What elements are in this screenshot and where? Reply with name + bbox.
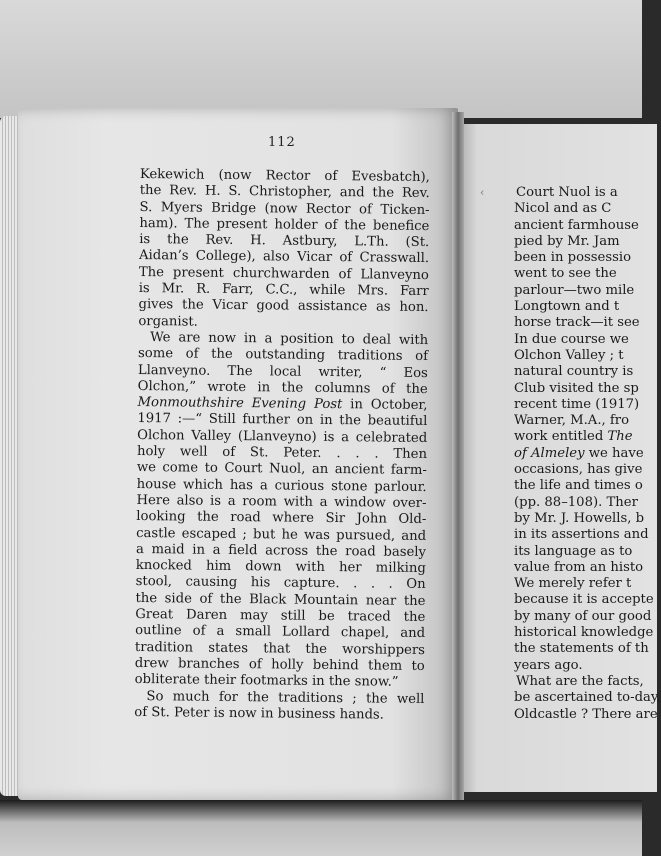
text-line: in its assertions and (514, 527, 649, 543)
text-line: horse track—it see (514, 315, 640, 331)
left-page-text (134, 167, 430, 724)
text-line: S. Myers Bridge (now Rector of Ticken- (139, 199, 430, 218)
text-line: we come to Court Nuol, an ancient farm- (136, 460, 427, 479)
text-line: of St. Peter is now in business hands. (134, 704, 384, 723)
text-line: by many of our good (514, 608, 652, 624)
text-line: Longtown and t (514, 299, 620, 315)
text-line: Oldcastle ? There are (514, 706, 658, 722)
text-line: Olchon,” wrote in the columns of the (137, 378, 428, 397)
margin-mark: ‹ (480, 186, 485, 199)
text-line: house which has a curious stone parlour. (136, 476, 427, 495)
text-line: Warner, M.A., fro (514, 413, 630, 429)
text-line: natural country is (514, 364, 634, 380)
text-line: been in possessio (514, 250, 632, 266)
text-line: Great Daren may still be traced the (135, 606, 426, 626)
text-line: be ascertained to-day, (514, 690, 661, 706)
text-line: knocked him down with her milking (135, 558, 426, 577)
text-line: Court Nuol is a (516, 185, 618, 200)
text-line: historical knowledge (514, 625, 654, 641)
text-line: a maid in a field across the road basely (135, 541, 427, 560)
text-line: We are now in a position to deal with (150, 330, 429, 348)
text-line: work entitled The (514, 429, 633, 445)
text-line: the Rev. H. S. Christopher, and the Rev. (139, 183, 430, 202)
text-line: Llanveyno. The local writer, “ Eos (137, 362, 428, 381)
text-line: the side of the Black Mountain near the (135, 590, 426, 609)
page-number: 112 (268, 135, 296, 150)
text-line: ham). The present holder of the benefice (139, 215, 430, 234)
text-line: Olchon Valley (Llanveyno) is a celebrated (137, 427, 428, 446)
background-bottom (0, 800, 642, 856)
text-line: holy well of St. Peter. . . . Then (136, 444, 428, 463)
text-line: Kekewich (now Rector of Evesbatch), (139, 167, 430, 186)
text-line: ancient farmhouse (514, 217, 639, 233)
text-line: Nicol and as C (514, 201, 612, 217)
text-line: tradition states that the worshippers (134, 639, 426, 658)
text-line: We merely refer t (514, 576, 632, 592)
text-line: pied by Mr. Jam (514, 233, 620, 249)
text-line: drew branches of holly behind them to (134, 655, 425, 674)
background-top (0, 0, 642, 118)
text-line: 1917 :—“ Still further on in the beautiful (137, 411, 428, 430)
text-line: stool, causing his capture. . . . On (135, 574, 426, 593)
text-line: is Mr. R. Farr, C.C., while Mrs. Farr (138, 281, 429, 300)
text-line: castle escaped ; but he was pursued, and (136, 525, 427, 544)
text-line: So much for the traditions ; the well (146, 688, 425, 707)
text-line: Club visited the sp (514, 380, 639, 396)
text-line: organist. (138, 313, 198, 330)
text-line: looking the road where Sir John Old- (136, 509, 427, 528)
right-page-text (514, 185, 661, 723)
text-line: went to see the (514, 266, 617, 282)
text-line: because it is accepte (514, 592, 654, 608)
text-line: Olchon Valley ; t (514, 347, 624, 363)
text-line: of Almeley we have (514, 445, 644, 461)
text-line: Aidan’s College), also Vicar of Crasswall. (138, 248, 430, 267)
text-line: some of the outstanding traditions of (137, 346, 429, 365)
text-line: gives the Vicar good assistance as hon. (138, 297, 429, 316)
text-line: is the Rev. H. Astbury, L.Th. (St. (139, 232, 430, 251)
text-line: (pp. 88–108). Ther (514, 494, 638, 510)
text-line: its language as to (514, 543, 633, 559)
text-line: Monmouthshire Evening Post in October, (137, 395, 428, 414)
text-line: recent time (1917) (514, 396, 640, 412)
text-line: obliterate their footmarks in the snow.” (134, 672, 399, 690)
text-line: years ago. (514, 657, 583, 673)
text-line: The present churchwarden of Llanveyno (138, 264, 429, 283)
text-line: value from an histo (514, 559, 644, 575)
book-gutter (452, 112, 464, 800)
text-line: Here also is a room with a window over- (136, 492, 427, 511)
text-line: In due course we (514, 331, 629, 347)
text-line: by Mr. J. Howells, b (514, 510, 645, 526)
text-line: What are the facts, (516, 673, 644, 689)
text-line: occasions, has give (514, 462, 643, 478)
text-line: outline of a small Lollard chapel, and (135, 623, 426, 642)
text-line: the statements of th (514, 641, 649, 657)
text-line: parlour—two mile (514, 282, 635, 298)
text-line: the life and times o (514, 478, 643, 494)
